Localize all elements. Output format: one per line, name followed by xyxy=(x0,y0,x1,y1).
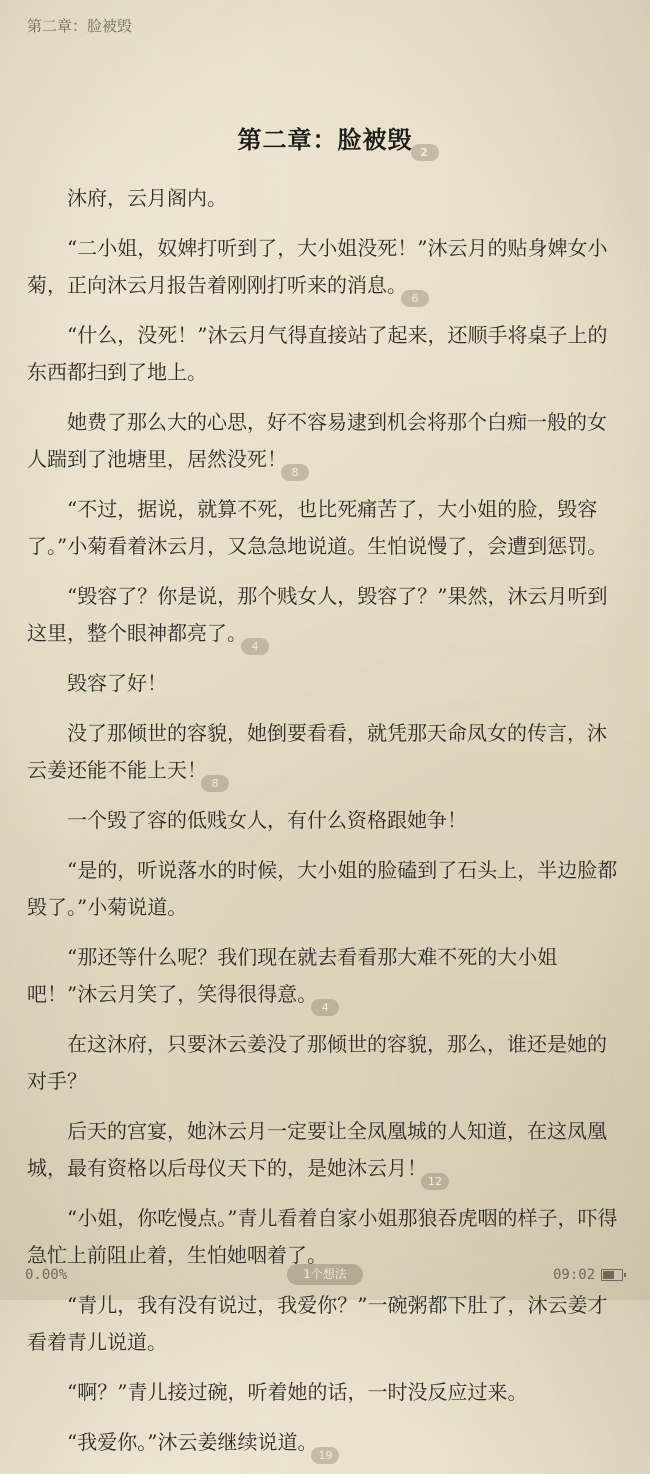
paragraph[interactable] xyxy=(27,230,623,304)
thoughts-button[interactable]: 1个想法 xyxy=(287,1264,363,1285)
paragraph-text: 她费了那么大的心思，好不容易逮到机会将那个白痴一般的女人踹到了池塘里，居然没死！ xyxy=(27,410,607,471)
paragraph-text: 沐府，云月阁内。 xyxy=(67,186,227,210)
paragraph[interactable] xyxy=(27,1113,623,1187)
paragraph-text: 没了那倾世的容貌，她倒要看看，就凭那天命凤女的传言，沐云姜还能不能上天！ xyxy=(27,721,607,782)
paragraph-comment-count-bubble[interactable]: 12 xyxy=(421,1173,449,1190)
paragraph-text: “二小姐，奴婢打听到了，大小姐没死！”沐云月的贴身婢女小菊，正向沐云月报告着刚刚打听来的消息。 xyxy=(27,236,608,297)
paragraph-text: “小姐，你吃慢点。”青儿看着自家小姐那狼吞虎咽的样子，吓得急忙上前阻止着，生怕她咽着了。 xyxy=(27,1206,618,1267)
paragraph-text: 后天的宫宴，她沐云月一定要让全凤凰城的人知道，在这凤凰城，最有资格以后母仪天下的，是她沐云月！ xyxy=(27,1119,607,1180)
battery-icon xyxy=(601,1269,623,1281)
paragraph-comment-count-bubble[interactable]: 8 xyxy=(281,464,309,481)
paragraph[interactable] xyxy=(27,578,623,652)
paragraph[interactable] xyxy=(27,180,623,217)
paragraph-text: “什么，没死！”沐云月气得直接站了起来，还顺手将桌子上的东西都扫到了地上。 xyxy=(27,323,608,384)
battery-level-fill xyxy=(603,1271,614,1279)
clock-time: 09:02 xyxy=(553,1267,596,1283)
paragraph-comment-count-bubble[interactable]: 4 xyxy=(241,638,269,655)
running-header-chapter: 第二章：脸被毁 xyxy=(27,17,133,35)
battery-tip xyxy=(624,1273,626,1277)
paragraph-text: “那还等什么呢？我们现在就去看看那大难不死的大小姐吧！”沐云月笑了，笑得很得意。 xyxy=(27,945,558,1006)
paragraph-comment-count-bubble[interactable]: 6 xyxy=(401,290,429,307)
paragraph[interactable] xyxy=(27,852,623,926)
paragraph[interactable] xyxy=(27,317,623,391)
paragraph[interactable] xyxy=(27,1374,623,1411)
paragraph[interactable] xyxy=(27,802,623,839)
paragraph-text: “我爱你。”沐云姜继续说道。 xyxy=(67,1430,318,1454)
paragraph-text: 毁容了好！ xyxy=(67,671,167,695)
paragraph[interactable] xyxy=(27,1200,623,1274)
paragraph-text: 在这沐府，只要沐云姜没了那倾世的容貌，那么，谁还是她的对手？ xyxy=(27,1032,607,1093)
paragraph[interactable] xyxy=(27,665,623,702)
paragraph-text: “是的，听说落水的时候，大小姐的脸磕到了石头上，半边脸都毁了。”小菊说道。 xyxy=(27,858,618,919)
chapter-title-text: 第二章：脸被毁 xyxy=(237,125,413,154)
paragraph-text: “啊？”青儿接过碗，听着她的话，一时没反应过来。 xyxy=(67,1380,528,1404)
reading-progress: 0.00% xyxy=(25,1267,68,1283)
chapter-title xyxy=(237,120,429,159)
paragraph-comment-count-bubble[interactable]: 19 xyxy=(311,1447,339,1464)
paragraph-comment-count-bubble[interactable]: 4 xyxy=(311,999,339,1016)
paragraph[interactable] xyxy=(27,939,623,1013)
paragraph[interactable] xyxy=(27,491,623,565)
paragraph[interactable] xyxy=(27,1287,623,1361)
paragraph-comment-count-bubble[interactable]: 8 xyxy=(201,775,229,792)
paragraph[interactable] xyxy=(27,1424,623,1461)
paragraph-text: “毁容了？你是说，那个贱女人，毁容了？”果然，沐云月听到这里，整个眼神都亮了。 xyxy=(27,584,608,645)
paragraph-text: “青儿，我有没有说过，我爱你？”一碗粥都下肚了，沐云姜才看着青儿说道。 xyxy=(27,1293,608,1354)
paragraph[interactable] xyxy=(27,715,623,789)
paragraph[interactable] xyxy=(27,404,623,478)
paragraph[interactable] xyxy=(27,1026,623,1100)
chapter-title-block xyxy=(0,120,650,159)
paragraph-text: 一个毁了容的低贱女人，有什么资格跟她争！ xyxy=(67,808,467,832)
paragraph-text: “不过，据说，就算不死，也比死痛苦了，大小姐的脸，毁容了。”小菊看着沐云月，又急急地说道。生怕说慢了，会遭到惩罚。 xyxy=(27,497,608,558)
title-comment-count-bubble[interactable]: 2 xyxy=(411,144,439,161)
